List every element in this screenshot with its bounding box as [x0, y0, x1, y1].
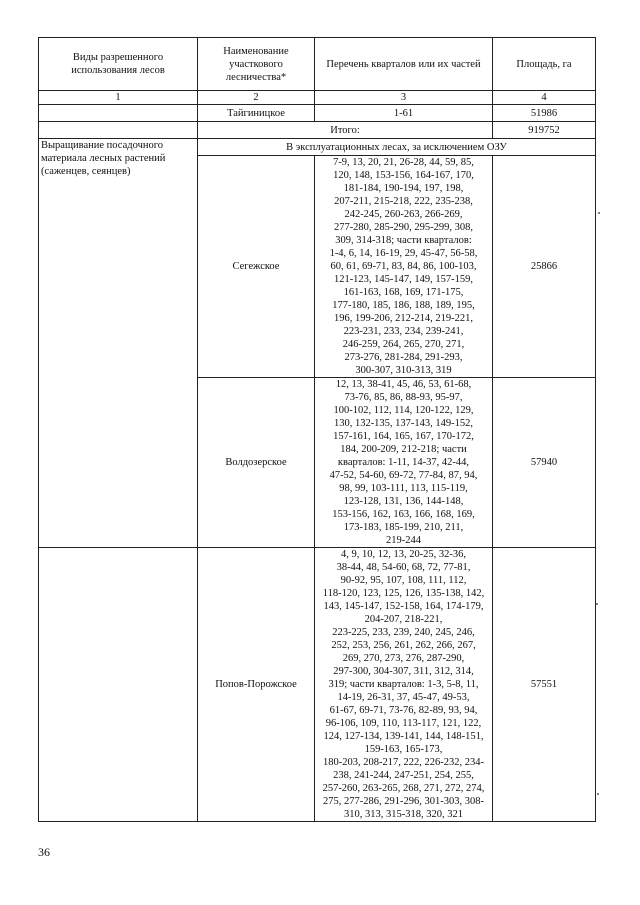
quarters-line: 38-44, 48, 54-60, 68, 72, 77-81,: [336, 562, 471, 573]
quarters-line: 246-259, 264, 265, 270, 271,: [342, 339, 465, 350]
quarters-line: 123-128, 131, 136, 144-148,: [343, 496, 464, 507]
area-value: 51986: [493, 105, 596, 122]
column-number: 4: [493, 91, 596, 105]
forestry-name: Сегежское: [198, 156, 315, 378]
quarters-line: 159-163, 165-173,: [364, 744, 443, 755]
quarters-line: 124, 127-134, 139-141, 144, 148-151,: [323, 731, 484, 742]
quarters-line: 269, 270, 273, 276, 287-290,: [342, 653, 465, 664]
scan-speck: [597, 793, 599, 795]
section-note: В эксплуатационных лесах, за исключением ОЗУ: [198, 139, 596, 156]
column-number: 3: [315, 91, 493, 105]
header-area: Площадь, га: [493, 38, 596, 91]
quarters-line: 310, 313, 315-318, 320, 321: [344, 809, 463, 820]
quarters-line: 157-161, 164, 165, 167, 170-172,: [333, 431, 474, 442]
quarters-line: 61-67, 69-71, 73-76, 82-89, 93, 94,: [329, 705, 478, 716]
use-type-cell: Выращивание посадочного материала лесных растений (саженцев, сеянцев): [39, 139, 198, 548]
quarters-list: [315, 378, 493, 548]
table-row: [39, 105, 596, 122]
quarters-line: 277-280, 285-290, 295-299, 308,: [333, 222, 474, 233]
quarters-line: 204-207, 218-221,: [364, 614, 443, 625]
quarters-line: 238, 241-244, 247-251, 254, 255,: [333, 770, 474, 781]
quarters-line: 300-307, 310-313, 319: [355, 365, 452, 376]
quarters-list: [315, 548, 493, 822]
quarters-line: 181-184, 190-194, 197, 198,: [343, 183, 464, 194]
quarters-line: 130, 132-135, 137-143, 149-152,: [333, 418, 474, 429]
quarters-line: 73-76, 85, 86, 88-93, 95-97,: [344, 392, 463, 403]
total-area: 919752: [493, 122, 596, 139]
quarters-line: 207-211, 215-218, 222, 235-238,: [334, 196, 473, 207]
total-row: [39, 122, 596, 139]
column-number: 2: [198, 91, 315, 105]
quarters-line: 196, 199-206, 212-214, 219-221,: [333, 313, 474, 324]
table-row: [39, 548, 596, 822]
quarters-line: 143, 145-147, 152-158, 164, 174-179,: [323, 601, 484, 612]
quarters-line: кварталов: 1-11, 14-37, 42-44,: [337, 457, 470, 468]
quarters-line: 242-245, 260-263, 266-269,: [344, 209, 463, 220]
header-forestry: Наименование участкового лесничества*: [198, 38, 315, 91]
quarters-line: 1-4, 6, 14, 16-19, 29, 45-47, 56-58,: [329, 248, 478, 259]
quarters-line: 12, 13, 38-41, 45, 46, 53, 61-68,: [335, 379, 472, 390]
header-quarters: Перечень кварталов или их частей: [315, 38, 493, 91]
quarters-line: 153-156, 162, 163, 166, 168, 169,: [332, 509, 475, 520]
quarters-line: 100-102, 112, 114, 120-122, 129,: [333, 405, 474, 416]
quarters-line: 60, 61, 69-71, 83, 84, 86, 100-103,: [330, 261, 477, 272]
quarters-line: 118-120, 123, 125, 126, 135-138, 142,: [322, 588, 485, 599]
quarters-line: 297-300, 304-307, 311, 312, 314,: [333, 666, 474, 677]
total-label: Итого:: [198, 122, 493, 139]
header-row: [39, 38, 596, 91]
page-number: 36: [38, 845, 50, 859]
quarters-line: 14-19, 26-31, 37, 45-47, 49-53,: [337, 692, 470, 703]
quarters-line: 173-183, 185-199, 210, 211,: [343, 522, 464, 533]
quarters-line: 96-106, 109, 110, 113-117, 121, 122,: [325, 718, 482, 729]
column-number-row: [39, 91, 596, 105]
empty-cell: [39, 122, 198, 139]
area-value: 57551: [493, 548, 596, 822]
area-value: 25866: [493, 156, 596, 378]
quarters-line: 120, 148, 153-156, 164-167, 170,: [333, 170, 474, 181]
quarters-line: 257-260, 263-265, 268, 271, 272, 274,: [322, 783, 485, 794]
quarters-line: 90-92, 95, 107, 108, 111, 112,: [340, 575, 467, 586]
scan-speck: [598, 212, 600, 214]
quarters-line: 180-203, 208-217, 222, 226-232, 234-: [323, 757, 484, 768]
quarters-line: 309, 314-318; части кварталов:: [335, 235, 472, 246]
forestry-name: Попов-Порожское: [198, 548, 315, 822]
empty-cell: [39, 105, 198, 122]
quarters-line: 223-225, 233, 239, 240, 245, 246,: [332, 627, 475, 638]
quarters-line: 252, 253, 256, 261, 262, 266, 267,: [331, 640, 476, 651]
section-note-row: [39, 139, 596, 156]
quarters-list: 1-61: [315, 105, 493, 122]
header-use-type: Виды разрешенного использования лесов: [39, 38, 198, 91]
quarters-line: 161-163, 168, 169, 171-175,: [343, 287, 464, 298]
quarters-line: 4, 9, 10, 12, 13, 20-25, 32-36,: [340, 549, 467, 560]
quarters-line: 275, 277-286, 291-296, 301-303, 308-: [323, 796, 484, 807]
quarters-line: 223-231, 233, 234, 239-241,: [343, 326, 464, 337]
column-number: 1: [39, 91, 198, 105]
quarters-line: 98, 99, 103-111, 113, 115-119,: [339, 483, 468, 494]
forest-use-table: [38, 37, 596, 822]
empty-cell: [39, 548, 198, 822]
area-value: 57940: [493, 378, 596, 548]
forestry-name: Волдозерское: [198, 378, 315, 548]
quarters-line: 177-180, 185, 186, 188, 189, 195,: [332, 300, 475, 311]
quarters-line: 219-244: [386, 535, 421, 546]
quarters-line: 47-52, 54-60, 69-72, 77-84, 87, 94,: [329, 470, 478, 481]
quarters-line: 121-123, 145-147, 149, 157-159,: [333, 274, 474, 285]
quarters-line: 7-9, 13, 20, 21, 26-28, 44, 59, 85,: [333, 157, 474, 168]
forestry-name: Тайгиницкое: [198, 105, 315, 122]
quarters-line: 319; части кварталов: 1-3, 5-8, 11,: [328, 679, 479, 690]
quarters-line: 184, 200-209, 212-218; части: [340, 444, 467, 455]
scan-speck: [596, 603, 598, 605]
quarters-line: 273-276, 281-284, 291-293,: [344, 352, 463, 363]
quarters-list: [315, 156, 493, 378]
